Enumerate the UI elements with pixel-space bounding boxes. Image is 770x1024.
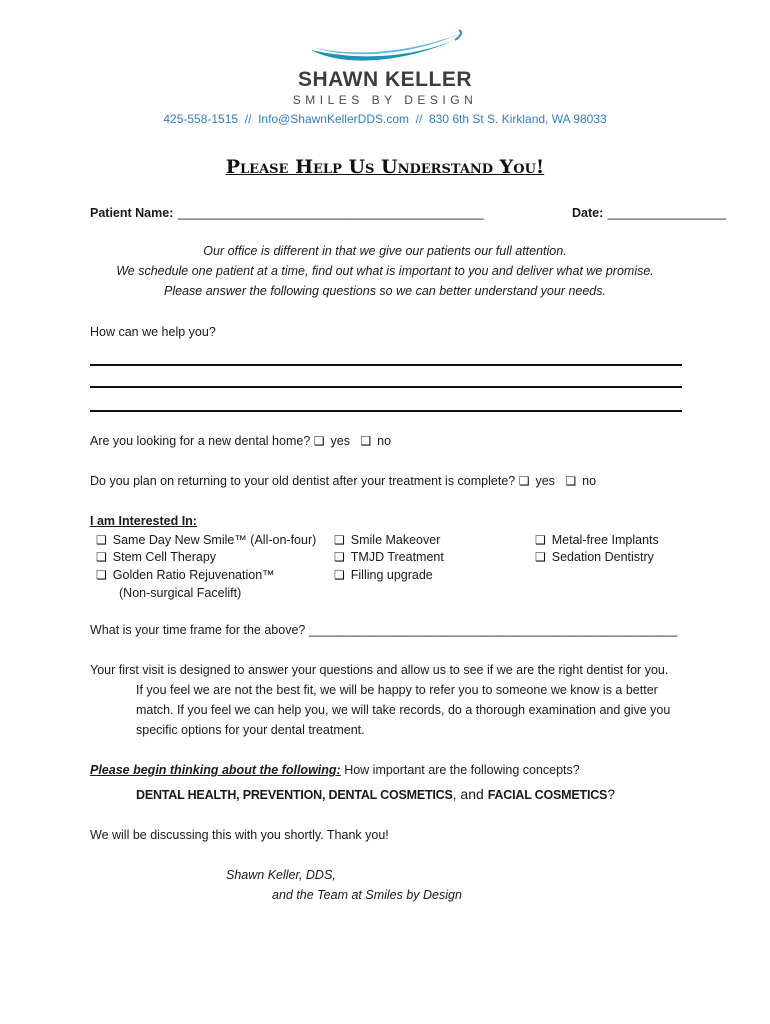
checkbox-icon[interactable]: ❑ bbox=[535, 533, 546, 547]
checkbox-icon[interactable]: ❑ bbox=[518, 474, 530, 488]
patient-name-field[interactable] bbox=[90, 204, 484, 222]
patient-name-line[interactable]: ____________________________________________ bbox=[177, 206, 484, 220]
intro-line-3: Please answer the following questions so we can better understand your needs. bbox=[164, 284, 606, 298]
think-label: Please begin thinking about the following: bbox=[90, 763, 341, 777]
checkbox-icon[interactable]: ❑ bbox=[334, 550, 345, 564]
page-title: Please Help Us Understand You! bbox=[225, 156, 545, 178]
checkbox-icon[interactable]: ❑ bbox=[535, 550, 546, 564]
visit-line-2: If you feel we are not the best fit, we will be happy to refer you to someone we know is a better bbox=[136, 683, 658, 697]
checkbox-icon[interactable]: ❑ bbox=[96, 550, 107, 564]
date-line[interactable]: _________________ bbox=[607, 206, 726, 220]
concepts-line: DENTAL HEALTH, PREVENTION, DENTAL COSMETICS, and FACIAL COSMETICS? bbox=[136, 786, 615, 802]
answer-line-3[interactable] bbox=[90, 410, 682, 412]
signature-team: and the Team at Smiles by Design bbox=[272, 888, 462, 902]
checkbox-icon[interactable]: ❑ bbox=[96, 533, 107, 547]
interest-option[interactable]: ❑ Same Day New Smile™ (All-on-four) bbox=[96, 533, 317, 547]
interest-option[interactable]: ❑ Metal-free Implants bbox=[535, 533, 659, 547]
visit-line-3: match. If you feel we can help you, we will take records, do a thorough examination and give you bbox=[136, 703, 671, 717]
interest-option[interactable]: ❑ Stem Cell Therapy bbox=[96, 550, 217, 564]
interest-option[interactable]: ❑ Sedation Dentistry bbox=[535, 550, 654, 564]
dental-home-question bbox=[90, 434, 391, 448]
brand-name: SHAWN KELLER bbox=[298, 68, 472, 91]
interest-option[interactable]: ❑ Filling upgrade bbox=[334, 568, 433, 582]
interested-label: I am Interested In: bbox=[90, 514, 197, 528]
patient-name-label: Patient Name: bbox=[90, 206, 174, 220]
answer-line-2[interactable] bbox=[90, 386, 682, 388]
yes-label: yes bbox=[330, 434, 350, 448]
concepts: DENTAL HEALTH, PREVENTION, DENTAL COSMETICS bbox=[136, 788, 453, 802]
timeframe-field[interactable] bbox=[90, 623, 677, 637]
checkbox-icon[interactable]: ❑ bbox=[334, 568, 345, 582]
contact-info[interactable]: 425-558-1515 // Info@ShawnKellerDDS.com // 830 6th St S. Kirkland, WA 98033 bbox=[163, 112, 607, 126]
intro-line-2: We schedule one patient at a time, find out what is important to you and deliver what we promise. bbox=[116, 264, 654, 278]
interest-option[interactable]: ❑ TMJD Treatment bbox=[334, 550, 444, 564]
interest-note: (Non-surgical Facelift) bbox=[119, 586, 242, 600]
return-question bbox=[90, 474, 596, 488]
help-question: How can we help you? bbox=[90, 325, 216, 339]
interest-option[interactable]: ❑ Smile Makeover bbox=[334, 533, 441, 547]
visit-line-1: Your first visit is designed to answer your questions and allow us to see if we are the right dentist for you. bbox=[90, 663, 669, 677]
think-about bbox=[90, 763, 580, 777]
date-label: Date: bbox=[572, 206, 604, 220]
intro-line-1: Our office is different in that we give our patients our full attention. bbox=[203, 244, 567, 258]
no-label: no bbox=[582, 474, 597, 488]
concepts-last: FACIAL COSMETICS bbox=[487, 788, 608, 802]
visit-line-4: specific options for your dental treatment. bbox=[136, 723, 365, 737]
checkbox-icon[interactable]: ❑ bbox=[96, 568, 107, 582]
signature-name: Shawn Keller, DDS, bbox=[226, 868, 336, 882]
logo-swoosh-icon bbox=[305, 28, 465, 72]
date-field[interactable] bbox=[572, 204, 726, 222]
interest-option[interactable]: ❑ Golden Ratio Rejuvenation™ bbox=[96, 568, 275, 582]
checkbox-icon[interactable]: ❑ bbox=[334, 533, 345, 547]
dental-home-label: Are you looking for a new dental home? bbox=[90, 434, 311, 448]
yes-label: yes bbox=[535, 474, 555, 488]
think-text: How important are the following concepts? bbox=[344, 763, 580, 777]
answer-line-1[interactable] bbox=[90, 364, 682, 366]
no-label: no bbox=[377, 434, 392, 448]
checkbox-icon[interactable]: ❑ bbox=[565, 474, 577, 488]
return-label: Do you plan on returning to your old dentist after your treatment is complete? bbox=[90, 474, 516, 488]
checkbox-icon[interactable]: ❑ bbox=[313, 434, 325, 448]
closing-text: We will be discussing this with you shortly. Thank you! bbox=[90, 828, 389, 842]
timeframe-line[interactable]: _____________________________________________________ bbox=[308, 623, 678, 637]
timeframe-label: What is your time frame for the above? bbox=[90, 623, 306, 637]
brand-tagline: SMILES BY DESIGN bbox=[292, 93, 478, 107]
checkbox-icon[interactable]: ❑ bbox=[360, 434, 372, 448]
